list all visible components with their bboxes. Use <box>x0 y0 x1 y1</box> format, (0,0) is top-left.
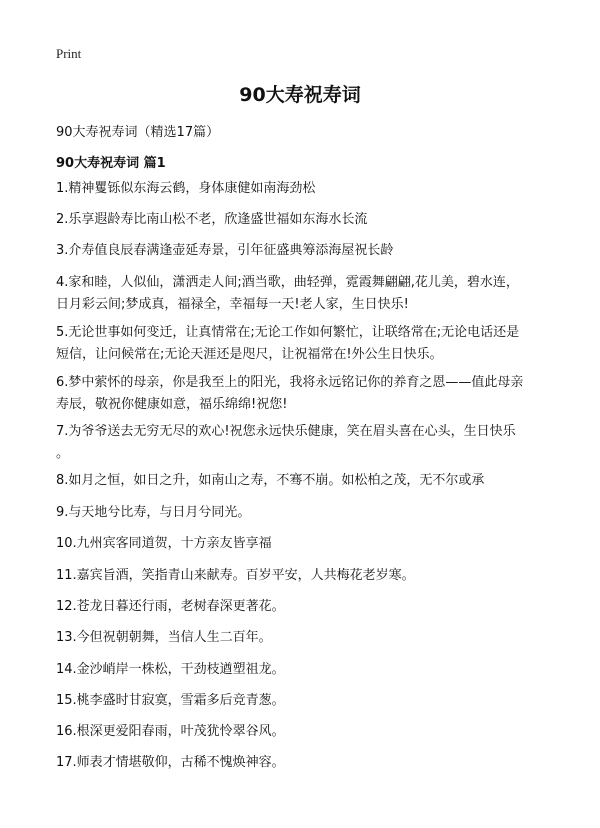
list-item <box>56 372 566 416</box>
list-item <box>56 272 566 316</box>
item-line: 7.为爷爷送去无穷无尽的欢心!祝您永远快乐健康，笑在眉头喜在心头，生日快乐 <box>56 424 516 439</box>
list-item <box>56 627 566 649</box>
section-heading: 90大寿祝寿词 篇1 <box>56 156 166 171</box>
list-item <box>56 721 566 743</box>
item-line: 17.师表才情堪敬仰，古稀不愧焕神容。 <box>56 755 285 770</box>
list-item <box>56 470 566 492</box>
item-line: 9.与天地兮比寿，与日月兮同光。 <box>56 505 251 520</box>
item-line: 16.根深更爱阳春雨，叶茂犹怜翠谷风。 <box>56 724 285 739</box>
print-link[interactable]: Print <box>56 46 82 61</box>
item-line: 5.无论世事如何变迁，让真情常在;无论工作如何繁忙，让联络常在;无论电话还是 <box>56 325 520 340</box>
item-line: 6.梦中萦怀的母亲，你是我至上的阳光，我将永远铭记你的养育之恩——值此母亲 <box>56 375 524 390</box>
list-item <box>56 596 566 618</box>
item-line: 8.如月之恒，如日之升，如南山之寿，不骞不崩。如松柏之茂，无不尔或承 <box>56 473 485 488</box>
item-line: 10.九州宾客同道贺，十方亲友皆享福 <box>56 536 272 551</box>
item-line: 14.金沙峭岸一株松，干劲枝遒塑祖龙。 <box>56 662 285 677</box>
list-item <box>56 209 566 231</box>
item-line: 寿辰，敬祝你健康如意，福乐绵绵!祝您! <box>56 397 288 412</box>
item-line: 11.嘉宾旨酒，笑指青山来献寿。百岁平安，人共梅花老岁寒。 <box>56 568 415 583</box>
list-item <box>56 240 566 262</box>
item-line: 13.今但祝朝朝舞，当信人生二百年。 <box>56 630 272 645</box>
item-line: 15.桃李盛时甘寂寞，雪霜多后竞青葱。 <box>56 693 285 708</box>
item-line: 。 <box>56 446 70 461</box>
item-line: 日月彩云间;梦成真，福禄全，幸福每一天!老人家，生日快乐! <box>56 297 409 312</box>
list-item <box>56 690 566 712</box>
page-title: 90大寿祝寿词 <box>239 84 361 106</box>
item-line: 3.介寿值良辰春满逢壶延寿景，引年征盛典筹添海屋祝长龄 <box>56 243 394 258</box>
item-line: 2.乐享遐龄寿比南山松不老，欣逢盛世福如东海水长流 <box>56 212 368 227</box>
list-item <box>56 502 566 524</box>
item-line: 12.苍龙日暮还行雨，老树春深更著花。 <box>56 599 285 614</box>
item-line: 4.家和睦，人似仙，潇洒走人间;酒当歌，曲轻弹，霓霞舞翩翩,花儿美，碧水连， <box>56 275 519 290</box>
item-line: 1.精神矍铄似东海云鹤，身体康健如南海劲松 <box>56 181 316 196</box>
list-item <box>56 322 566 366</box>
list-item <box>56 659 566 681</box>
list-item <box>56 752 566 774</box>
list-item <box>56 565 566 587</box>
list-item <box>56 178 566 200</box>
item-line: 短信，让问候常在;无论天涯还是咫尺，让祝福常在!外公生日快乐。 <box>56 347 443 362</box>
list-item <box>56 421 566 465</box>
list-item <box>56 533 566 555</box>
document-subtitle: 90大寿祝寿词（精选17篇） <box>56 125 220 140</box>
